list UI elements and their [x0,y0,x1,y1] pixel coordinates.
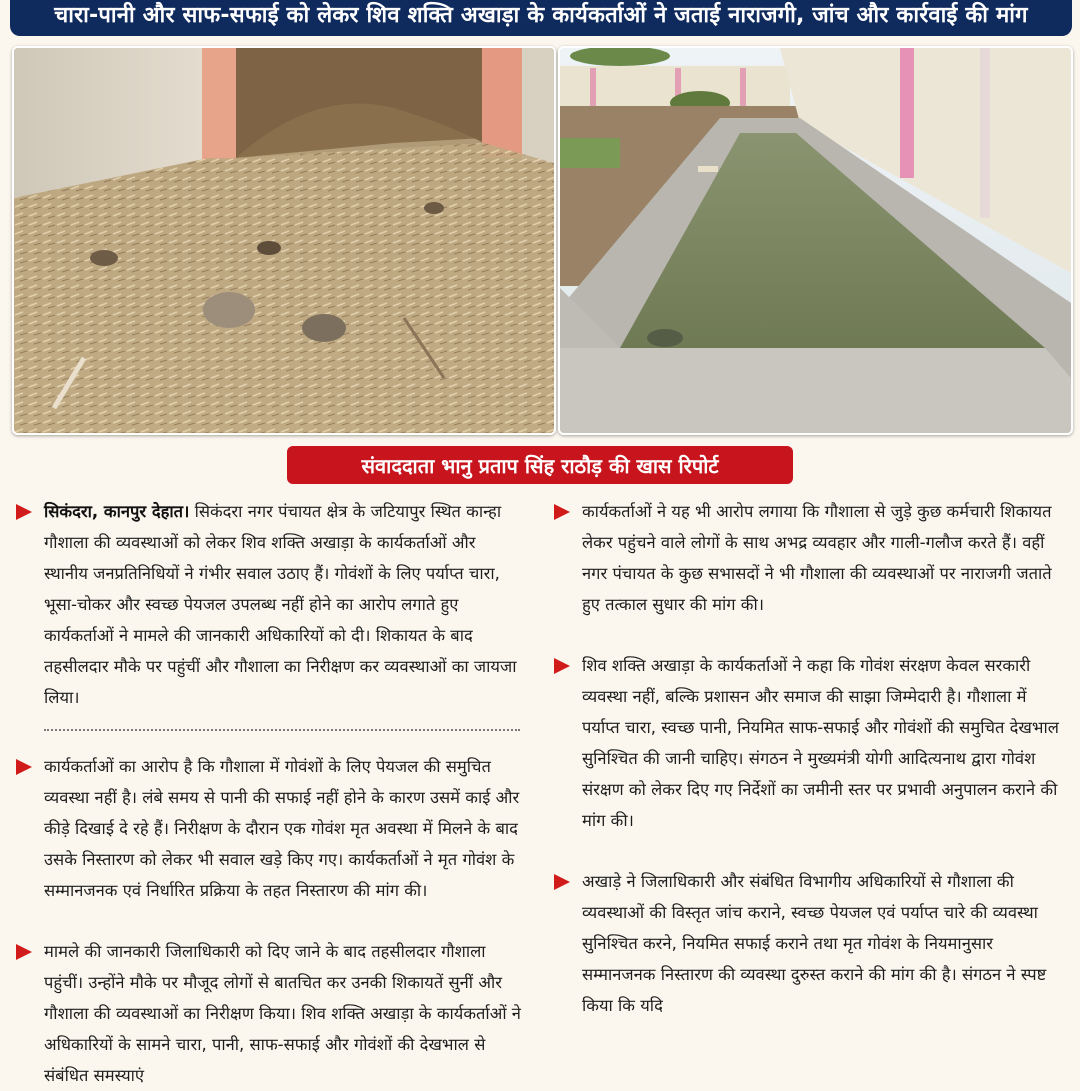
paragraph-text: शिव शक्ति अखाड़ा के कार्यकर्ताओं ने कहा कि गोवंश संरक्षण केवल सरकारी व्यवस्था नहीं, बल्कि प्रशासन और समाज की साझा जिम्मेदारी है। गौशाला में पर्याप्त चारा, स्वच्छ पानी, नियमित साफ-सफाई और गोवंशों की समुचित देखभाल सुनिश्चित की जानी चाहिए। संगठन ने मुख्यमंत्री योगी आदित्यनाथ द्वारा गोवंश संरक्षण को लेकर दिए गए निर्देशों का जमीनी स्तर पर प्रभावी अनुपालन कराने की मांग की। [582,656,1059,830]
paragraph-text: कार्यकर्ताओं का आरोप है कि गौशाला में गोवंशों के लिए पेयजल की समुचित व्यवस्था नहीं है। लंबे समय से पानी की सफाई नहीं होने के कारण उसमें काई और कीड़े दिखाई दे रहे हैं। निरीक्षण के दौरान एक गोवंश मृत अवस्था में मिलने के बाद उसके निस्तारण को लेकर भी सवाल खड़े किए गए। कार्यकर्ताओं ने मृत गोवंश के सम्मानजनक एवं निर्धारित प्रक्रिया के तहत निस्तारण की मांग की। [44,757,520,900]
paragraph-5 [552,650,1062,836]
bullet-arrow-icon [554,874,570,890]
bullet-arrow-icon [16,759,32,775]
paragraph-6 [552,866,1062,1021]
bullet-arrow-icon [16,944,32,960]
paragraph-2 [14,751,524,906]
water-trough-image [560,48,1071,433]
fodder-floor-photo [12,46,556,435]
paragraph-text: अखाड़े ने जिलाधिकारी और संबंधित विभागीय अधिकारियों से गौशाला की व्यवस्थाओं की विस्तृत जांच कराने, स्वच्छ पेयजल एवं पर्याप्त चारे की व्यवस्था सुनिश्चित करने, नियमित सफाई कराने तथा मृत गोवंश के नियमानुसार सम्मानजनक निस्तारण की व्यवस्था दुरुस्त कराने की मांग की है। संगठन ने स्पष्ट किया कि यदि [582,872,1047,1015]
reporter-byline: संवाददाता भानु प्रताप सिंह राठौड़ की खास रिपोर्ट [361,453,719,478]
paragraph-text: सिकंदरा नगर पंचायत क्षेत्र के जटियापुर स्थित कान्हा गौशाला की व्यवस्थाओं को लेकर शिव शक्ति अखाड़ा के कार्यकर्ताओं और स्थानीय जनप्रतिनिधियों ने गंभीर सवाल उठाए हैं। गोवंशों के लिए पर्याप्त चारा, भूसा-चोकर और स्वच्छ पेयजल उपलब्ध नहीं होने का आरोप लगाते हुए कार्यकर्ताओं ने मामले की जानकारी अधिकारियों को दी। शिकायत के बाद तहसीलदार मौके पर पहुंचीं और गौशाला का निरीक्षण कर व्यवस्थाओं का जायजा लिया। [44,502,517,707]
water-trough-photo [558,46,1073,435]
paragraph-4 [552,496,1062,620]
headline-bar [10,0,1072,36]
paragraph-text: कार्यकर्ताओं ने यह भी आरोप लगाया कि गौशाला से जुड़े कुछ कर्मचारी शिकायत लेकर पहुंचने वाले लोगों के साथ अभद्र व्यवहार और गाली-गलौज करते हैं। वहीं नगर पंचायत के कुछ सभासदों ने भी गौशाला की व्यवस्थाओं पर नाराजगी जताते हुए तत्काल सुधार की मांग की। [582,502,1052,614]
headline: चारा-पानी और साफ-सफाई को लेकर शिव शक्ति अखाड़ा के कार्यकर्ताओं ने जताई नाराजगी, जांच और कार्रवाई की मांग [54,3,1028,28]
bullet-arrow-icon [554,658,570,674]
bullet-arrow-icon [16,504,32,520]
paragraph-text: मामले की जानकारी जिलाधिकारी को दिए जाने के बाद तहसीलदार गौशाला पहुंचीं। उन्होंने मौके पर मौजूद लोगों से बातचित कर उनकी शिकायतें सुनीं और गौशाला की व्यवस्थाओं का निरीक्षण किया। शिव शक्ति अखाड़ा के कार्यकर्ताओं ने अधिकारियों के सामने चारा, पानी, साफ-सफाई और गोवंशों की देखभाल से संबंधित समस्याएं [44,942,521,1085]
dateline: सिकंदरा, कानपुर देहात। [44,502,190,521]
article-right-column [552,496,1062,1021]
fodder-floor-image [14,48,554,433]
paragraph-1 [14,496,524,713]
reporter-banner [287,446,793,484]
bullet-arrow-icon [554,504,570,520]
paragraph-3 [14,936,524,1091]
article-left-column [14,496,524,1091]
dotted-divider [44,729,520,731]
